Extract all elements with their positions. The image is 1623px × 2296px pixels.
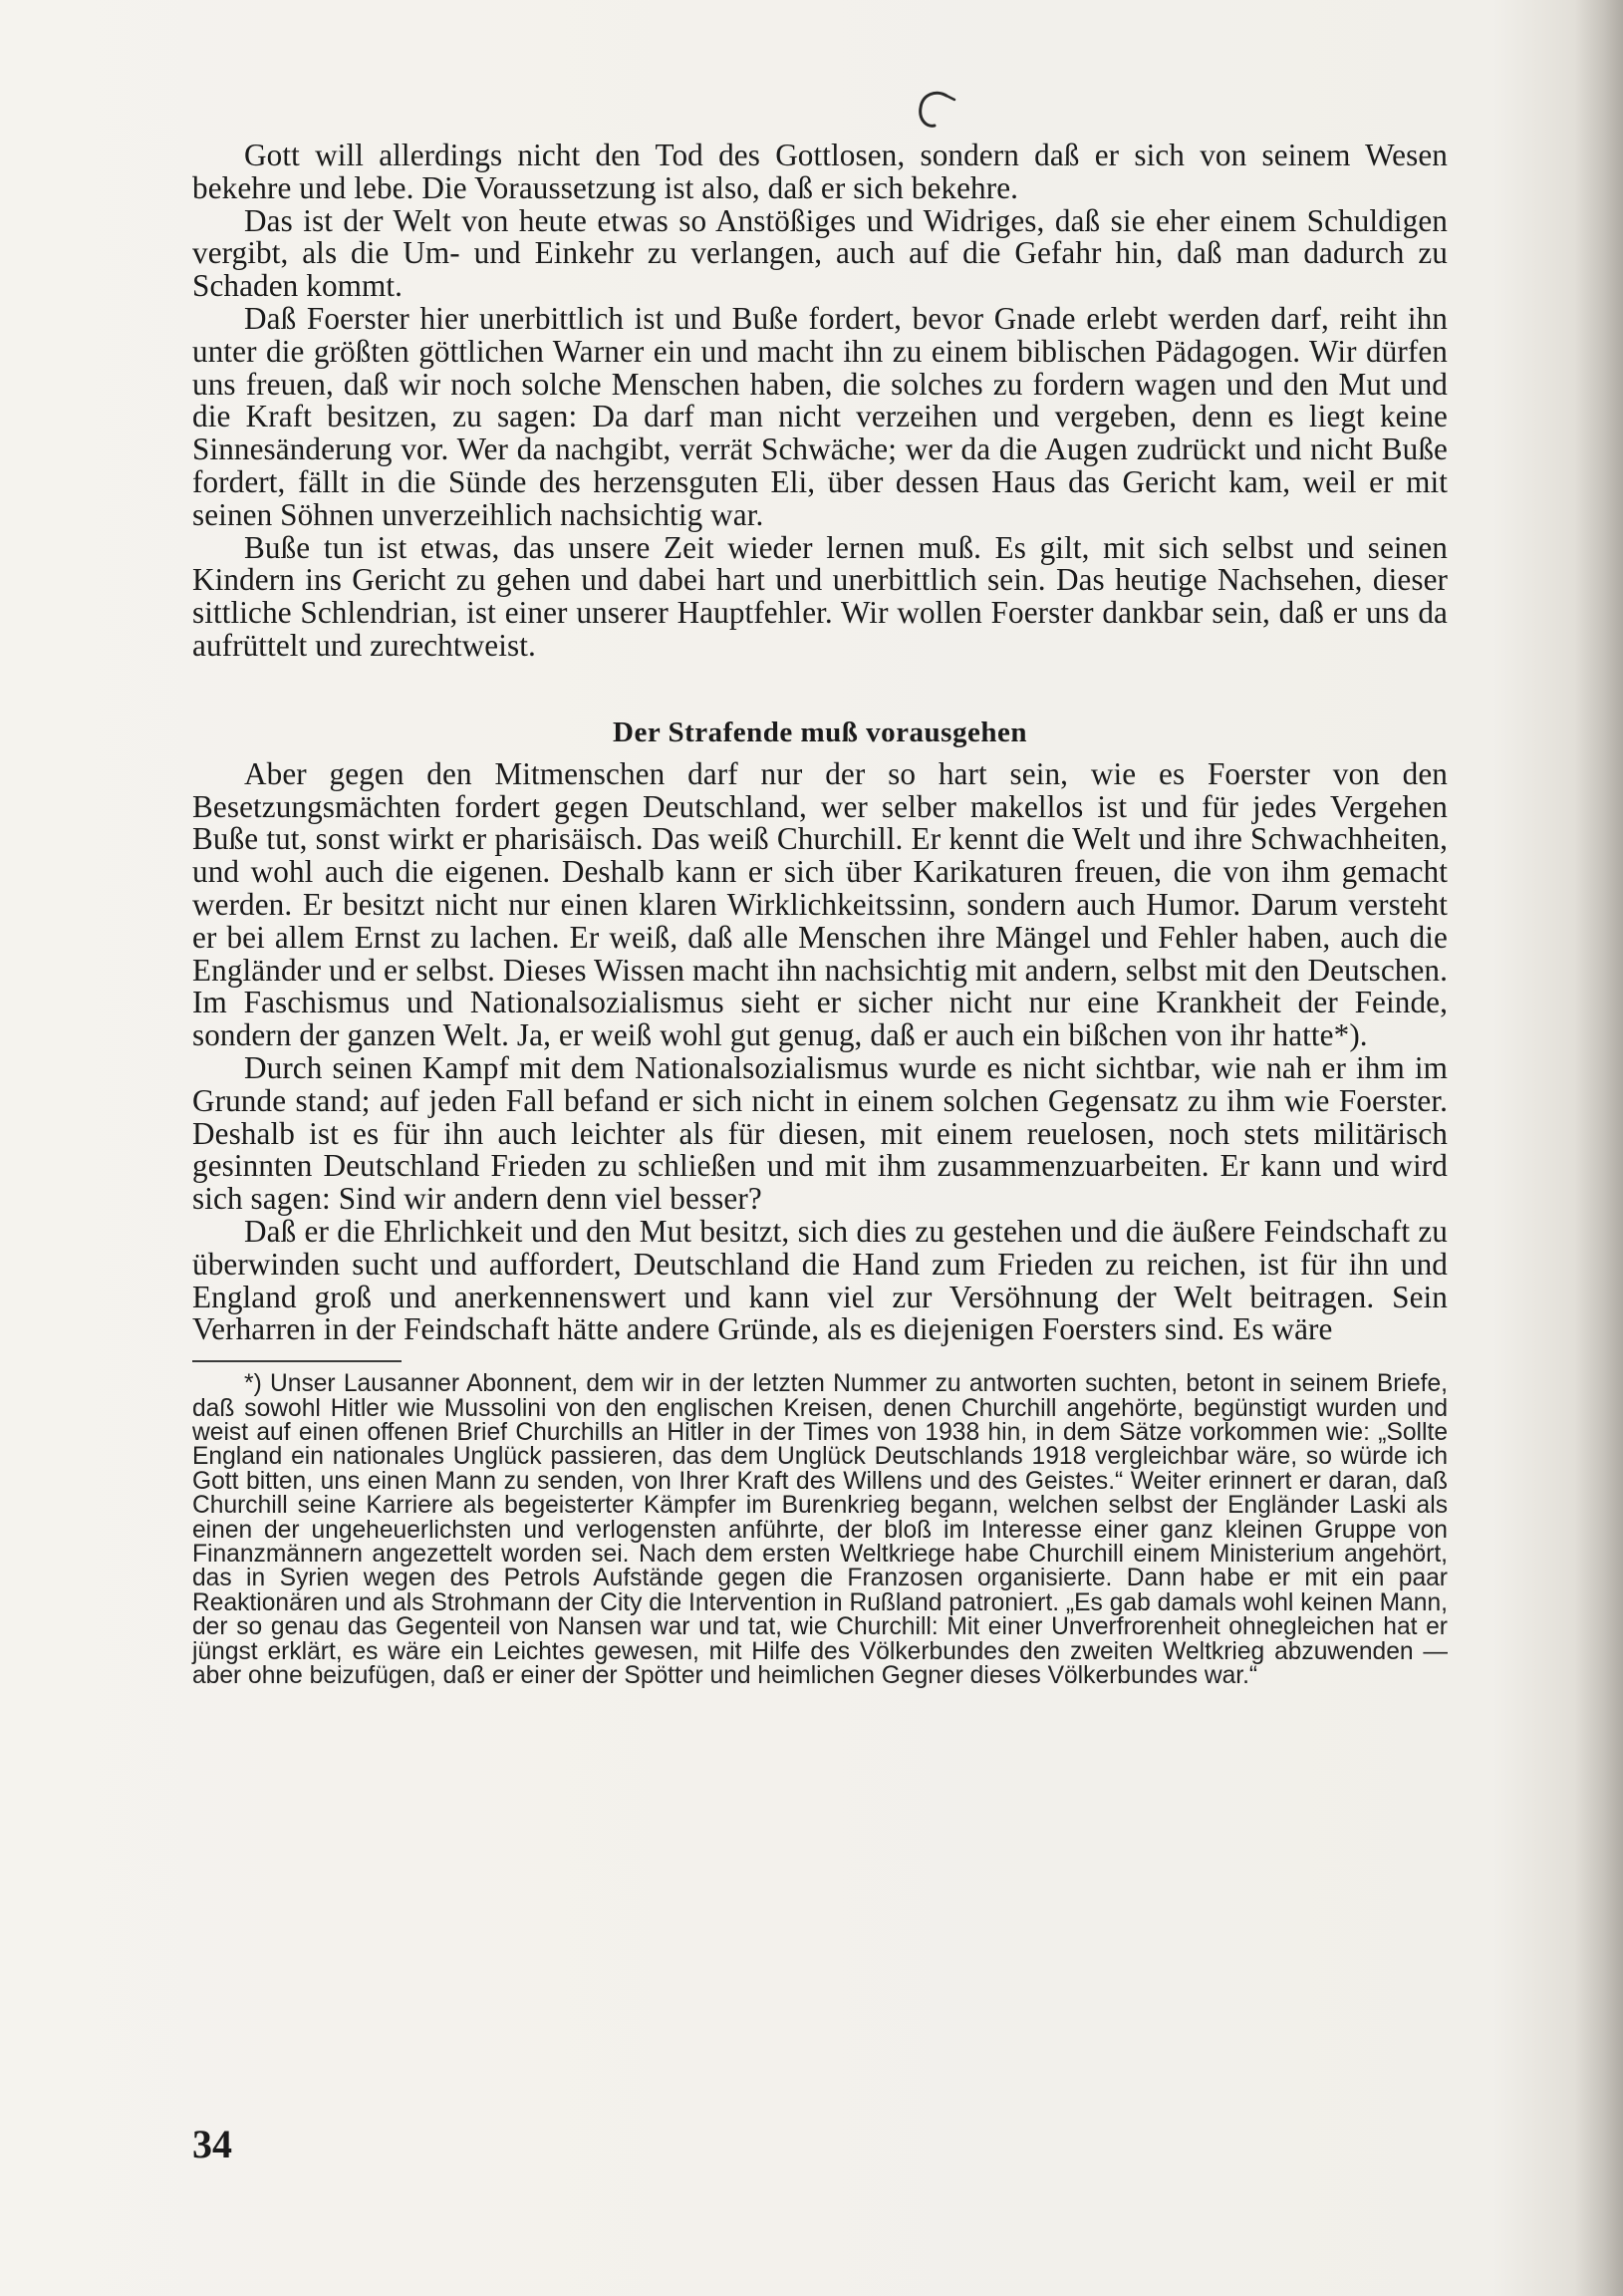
paragraph: Daß er die Ehrlichkeit und den Mut besitzt, sich dies zu gestehen und die äußere Feindschaft zu überwinden sucht und auffordert, Deutschland die Hand zum Frieden zu reichen, ist für ihn und England groß und anerkennenswert und kann viel zur Versöhnung der Welt beitragen. Sein Verharren in der Feindschaft hätte andere Gründe, als es diejenigen Foersters sind. Es wäre	[192, 1213, 1448, 1347]
section-heading: Der Strafende muß vorausgehen	[613, 716, 1027, 748]
main-text-column	[192, 140, 1448, 1688]
paragraph: Buße tun ist etwas, das unsere Zeit wieder lernen muß. Es gilt, mit sich selbst und seinen Kindern ins Gericht zu gehen und dabei hart und unerbittlich sein. Das heutige Nachsehen, dieser sittliche Schlendrian, ist einer unserer Hauptfehler. Wir wollen Foerster dankbar sein, daß er uns da aufrüttelt und zurechtweist.	[192, 529, 1448, 663]
page-edge-shadow	[1575, 0, 1623, 2296]
paragraph: Aber gegen den Mitmenschen darf nur der so hart sein, wie es Foerster von den Besetzungsmächten fordert gegen Deutschland, wer selber makellos ist und für jedes Vergehen Buße tut, sonst wirkt er pharisäisch. Das weiß Churchill. Er kennt die Welt und ihre Schwachheiten, und wohl auch die eigenen. Deshalb kann er sich über Karikaturen freuen, die von ihm gemacht werden. Er besitzt nicht nur einen klaren Wirklichkeitssinn, sondern auch Humor. Darum versteht er bei allem Ernst zu lachen. Er weiß, daß alle Menschen ihre Mängel und Fehler haben, auch die Engländer und er selbst. Dieses Wissen macht ihn nachsichtig mit andern, selbst mit den Deutschen. Im Faschismus und Nationalsozialismus sieht er sicher nicht nur eine Krankheit der Feinde, sondern der ganzen Welt. Ja, er weiß wohl gut genug, daß er auch ein bißchen von ihr hatte*).	[192, 755, 1448, 1053]
handwritten-mark	[909, 88, 960, 136]
paragraph: Gott will allerdings nicht den Tod des Gottlosen, sondern daß er sich von seinem Wesen bekehre und lebe. Die Voraussetzung ist also, daß er sich bekehre.	[192, 138, 1448, 205]
paragraph: Daß Foerster hier unerbittlich ist und Buße fordert, bevor Gnade erlebt werden darf, reiht ihn unter die größten göttlichen Warner ein und macht ihn zu einem biblischen Pädagogen. Wir dürfen uns freuen, daß wir noch solche Menschen haben, die solches zu fordern wagen und den Mut und die Kraft besitzen, zu sagen: Da darf man nicht verzeihen und vergeben, denn es liegt keine Sinnesänderung vor. Wer da nachgibt, verrät Schwäche; wer da die Augen zudrückt und nicht Buße fordert, fällt in die Sünde des herzensguten Eli, über dessen Haus das Gericht kam, weil er mit seinen Söhnen unverzeihlich nachsichtig war.	[192, 300, 1448, 532]
footnote: *) Unser Lausanner Abonnent, dem wir in der letzten Nummer zu antworten suchten, betont in seinem Briefe, daß sowohl Hitler wie Mussolini von den englischen Kreisen, denen Churchill angehörte, begünstigt wurden und weist auf einen offenen Brief Churchills an Hitler in der Times von 1938 hin, in dem Sätze vorkommen wie: „Sollte England ein nationales Unglück passieren, das dem Unglück Deutschlands 1918 vergleichbar wäre, so würde ich Gott bitten, uns einen Mann zu senden, von Ihrer Kraft des Willens und des Geistes.“ Weiter erinnert er daran, daß Churchill seine Karriere als begeisterter Kämpfer im Burenkrieg begann, welchen selbst der Engländer Laski als einen der ungeheuerlichsten und verlogensten anführte, der bloß im Interesse einer ganz kleinen Gruppe von Finanzmännern angezettelt worden sei. Nach dem ersten Weltkriege habe Churchill einem Ministerium angehört, das in Syrien wegen des Petrols Aufstände gegen die Franzosen organisierte. Dann habe er mit ein paar Reaktionären und als Strohmann der City die Intervention in Rußland patroniert. „Es gab damals wohl keinen Mann, der so genau das Gegenteil von Nansen war und tat, wie Churchill: Mit einer Unverfrorenheit ohnegleichen hat er jüngst erklärt, es wäre ein Leichtes gewesen, mit Hilfe des Völkerbundes den zweiten Weltkrieg abzuwenden — aber ohne beizufügen, daß er einer der Spötter und heimlichen Gegner dieses Völkerbundes war.“	[192, 1370, 1448, 1689]
page-number: 34	[192, 2122, 232, 2166]
paragraph: Das ist der Welt von heute etwas so Anstößiges und Widriges, daß sie eher einem Schuldigen vergibt, als die Um- und Einkehr zu verlangen, auch auf die Gefahr hin, daß man dadurch zu Schaden kommt.	[192, 202, 1448, 304]
footnote-divider	[192, 1360, 402, 1362]
paragraph: Durch seinen Kampf mit dem Nationalsozialismus wurde es nicht sichtbar, wie nah er ihm im Grunde stand; auf jeden Fall befand er sich nicht in einem solchen Gegensatz zu ihm wie Foerster. Deshalb ist es für ihn auch leichter als für diesen, mit einem reuelosen, noch stets militärisch gesinnten Deutschland Frieden zu schließen und mit ihm zusammenzuarbeiten. Er kann und wird sich sagen: Sind wir andern denn viel besser?	[192, 1049, 1448, 1217]
